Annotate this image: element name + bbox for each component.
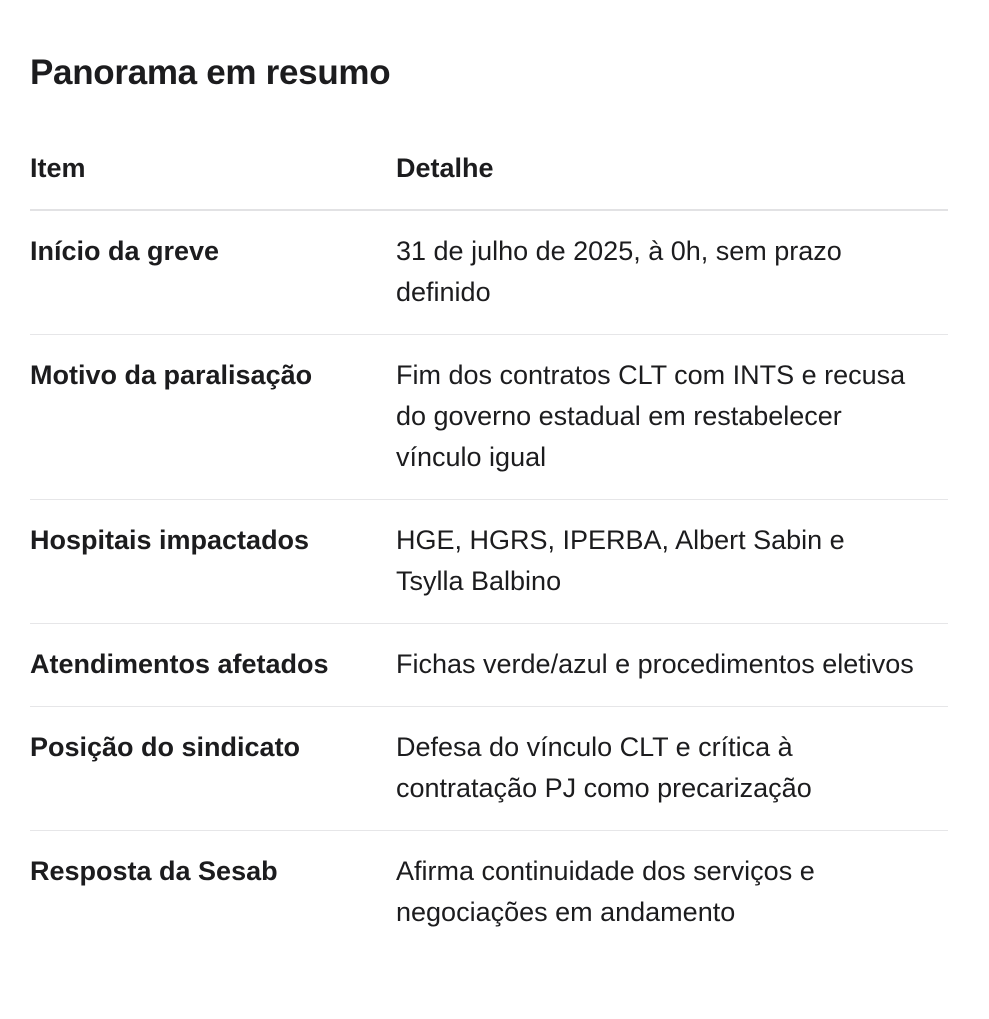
table-row <box>30 831 948 955</box>
column-header-item: Item <box>30 148 396 210</box>
table-row <box>30 707 948 831</box>
row-item-label: Hospitais impactados <box>30 500 396 624</box>
row-detail-text: Afirma continuidade dos serviços e negociações em andamento <box>396 856 815 927</box>
row-item-label: Atendimentos afetados <box>30 624 396 707</box>
table-row <box>30 624 948 707</box>
row-detail-text: Fim dos contratos CLT com INTS e recusa do governo estadual em restabelecer vínculo igual <box>396 335 948 500</box>
row-detail-text: Defesa do vínculo CLT e crítica à contratação PJ como precarização <box>396 707 948 831</box>
row-detail-text: 31 de julho de 2025, à 0h, sem prazo definido <box>396 210 948 335</box>
table-header-row <box>30 148 948 210</box>
table-row <box>30 500 948 624</box>
row-item-label: Motivo da paralisação <box>30 335 396 500</box>
row-item-label: Resposta da Sesab <box>30 856 278 886</box>
summary-table <box>30 148 948 954</box>
column-header-detail: Detalhe <box>396 148 948 210</box>
row-detail-text: Fichas verde/azul e procedimentos eletivos <box>396 624 948 707</box>
row-detail-text: HGE, HGRS, IPERBA, Albert Sabin e Tsylla Balbino <box>396 500 948 624</box>
row-item-label: Posição do sindicato <box>30 707 396 831</box>
page-title: Panorama em resumo <box>30 53 391 92</box>
table-row <box>30 335 948 500</box>
row-item-label: Início da greve <box>30 210 396 335</box>
table-row <box>30 210 948 335</box>
